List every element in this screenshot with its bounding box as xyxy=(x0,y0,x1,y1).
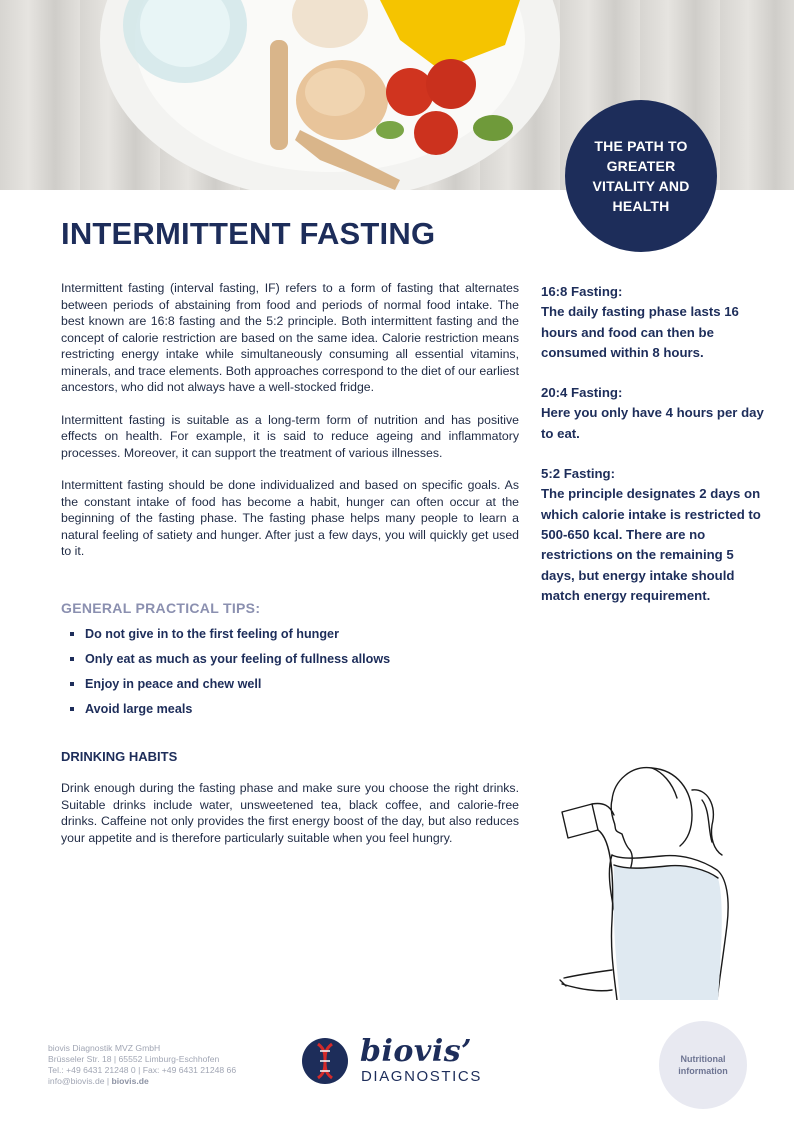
email-link[interactable]: info@biovis.de xyxy=(48,1076,105,1086)
method-text: The principle designates 2 days on which calorie intake is restricted to 500-650 kcal. There are no restrictions on the remaining 5 days, but energy intake should match energy requirement. xyxy=(541,486,761,603)
dna-logo-icon xyxy=(300,1036,350,1086)
page-title: INTERMITTENT FASTING xyxy=(61,216,436,251)
method-heading: 20:4 Fasting: xyxy=(541,385,623,401)
woman-drinking-illustration xyxy=(552,760,767,1000)
intro-paragraph: Intermittent fasting (interval fasting, IF) refers to a form of fasting that alternates between periods of abstaining from food and periods of normal food intake. The best known are 16:8 fasting and the 5:2 principle. Both intermittent fasting and the concept of calorie restriction are based on the same idea. Calorie restriction means restricting energy intake while simultaneously consuming all essential vitamins, minerals, and trace elements. Both approaches correspond to the diet of our earliest ancestors, who did not always have a well-stocked fridge. xyxy=(61,281,519,394)
tagline-badge xyxy=(565,100,717,252)
tip-item: Do not give in to the first feeling of hunger xyxy=(70,626,390,651)
drinking-text: Drink enough during the fasting phase and make sure you choose the right drinks. Suitable drinks include water, unsweetened tea, black coffee, and calorie-free drinks. Caffeine not only provides the first energy boost of the day, but also reduces your appetite and is therefore particularly suitable when you feel hungry. xyxy=(61,781,519,845)
phone-fax: Tel.: +49 6431 21248 0 | Fax: +49 6431 21248 66 xyxy=(48,1065,237,1075)
method-16-8 xyxy=(541,282,766,363)
website-link[interactable]: biovis.de xyxy=(111,1076,149,1086)
method-text: The daily fasting phase lasts 16 hours and food can then be consumed within 8 hours. xyxy=(541,304,739,360)
method-heading: 16:8 Fasting: xyxy=(541,284,623,299)
intro-paragraph: Intermittent fasting should be done individualized and based on specific goals. As the constant intake of food has become a habit, hunger can often occur at the beginning of the fasting phase. The fasting phase helps many people to learn a natural feeling of satiety and hunger. After just a few days, you will quickly get used to it. xyxy=(61,478,519,558)
tips-heading: GENERAL PRACTICAL TIPS: xyxy=(61,600,261,616)
method-20-4 xyxy=(541,383,766,444)
brand-wordmark: biovis’ xyxy=(360,1034,473,1069)
info-badge xyxy=(659,1021,747,1109)
street-address: Brüsseler Str. 18 | 65552 Limburg-Eschhofen xyxy=(48,1054,220,1064)
tip-item: Only eat as much as your feeling of fullness allows xyxy=(70,651,390,676)
method-text: Here you only have 4 hours per day to eat. xyxy=(541,405,764,441)
fasting-methods-sidebar xyxy=(541,282,766,626)
tips-list xyxy=(70,626,390,726)
method-heading: 5:2 Fasting: xyxy=(541,466,616,482)
intro-paragraph: Intermittent fasting is suitable as a long-term form of nutrition and has positive effects on health. For example, it is said to reduce ageing and inflammatory processes. Moreover, it can support the treatment of various illnesses. xyxy=(61,412,519,460)
company-name: biovis Diagnostik MVZ GmbH xyxy=(48,1043,161,1053)
tagline-text: THE PATH TO GREATER VITALITY AND HEALTH xyxy=(592,138,690,214)
footer-address: biovis Diagnostik MVZ GmbH Brüsseler Str. 18 | 65552 Limburg-Eschhofen Tel.: +49 6431 21248 0 | Fax: +49 6431 21248 66 info@biovis.de | biovis.de xyxy=(48,1043,237,1086)
method-5-2 xyxy=(541,464,766,606)
tip-item: Avoid large meals xyxy=(70,701,390,726)
tip-item: Enjoy in peace and chew well xyxy=(70,676,390,701)
drinking-heading: DRINKING HABITS xyxy=(61,749,178,764)
intro-section xyxy=(61,280,519,576)
brand-subtitle: DIAGNOSTICS xyxy=(361,1068,482,1085)
info-label: Nutritional information xyxy=(678,1054,728,1076)
